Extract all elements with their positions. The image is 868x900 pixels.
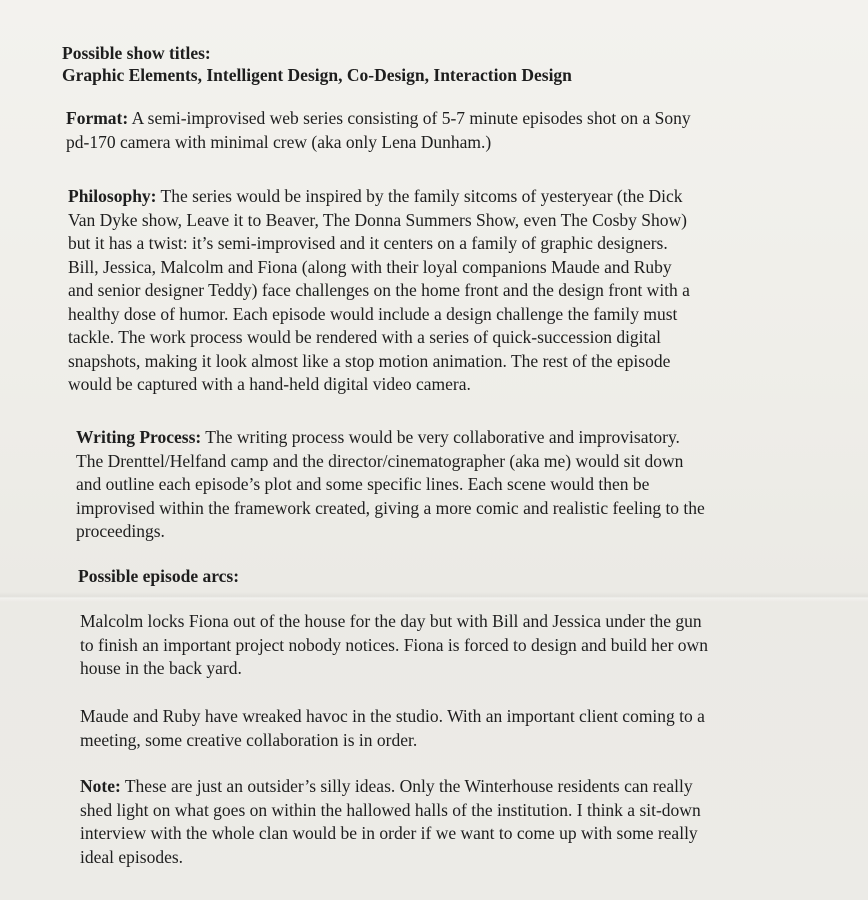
writing-line-3: and outline each episode’s plot and some specific lines. Each scene would then be bbox=[76, 474, 650, 494]
episode-arcs-heading: Possible episode arcs: bbox=[78, 566, 240, 586]
format-label: Format: bbox=[66, 108, 129, 128]
show-titles-section bbox=[62, 42, 822, 86]
philosophy-line-1: Philosophy: The series would be inspired by the family sitcoms of yesteryear (the Dick bbox=[68, 186, 683, 206]
philosophy-line-7: tackle. The work process would be rendered with a series of quick-succession digital bbox=[68, 327, 662, 347]
writing-line-2: The Drenttel/Helfand camp and the director/cinematographer (aka me) would sit down bbox=[76, 450, 684, 471]
philosophy-line-2: Van Dyke show, Leave it to Beaver, The Donna Summers Show, even The Cosby Show) bbox=[68, 209, 687, 230]
note-line-3: interview with the whole clan would be in order if we want to come up with some really bbox=[80, 823, 698, 843]
philosophy-section bbox=[68, 185, 828, 397]
arc2-line-1: Maude and Ruby have wreaked havoc in the studio. With an important client coming to a bbox=[80, 706, 705, 726]
writing-line-4: improvised within the framework created, giving a more comic and realistic feeling to the bbox=[76, 497, 705, 518]
philosophy-line-6: healthy dose of humor. Each episode would include a design challenge the family must bbox=[68, 303, 678, 324]
episode-arc-1 bbox=[80, 610, 840, 681]
philosophy-line-8: snapshots, making it look almost like a stop motion animation. The rest of the episode bbox=[68, 350, 671, 371]
arc1-line-3: house in the back yard. bbox=[80, 658, 242, 678]
philosophy-line-5: and senior designer Teddy) face challenges on the home front and the design front with a bbox=[68, 280, 690, 300]
writing-process-section bbox=[76, 426, 836, 544]
writing-label: Writing Process: bbox=[76, 427, 202, 447]
paper-fold bbox=[0, 592, 868, 602]
philosophy-label: Philosophy: bbox=[68, 186, 157, 206]
philosophy-line-9: would be captured with a hand-held digital video camera. bbox=[68, 374, 471, 394]
episode-arc-2 bbox=[80, 705, 840, 752]
note-line-2: shed light on what goes on within the hallowed halls of the institution. I think a sit-down bbox=[80, 799, 701, 820]
writing-line-5: proceedings. bbox=[76, 521, 165, 541]
note-line-1: Note: These are just an outsider’s silly ideas. Only the Winterhouse residents can really bbox=[80, 776, 693, 796]
format-line-2: pd-170 camera with minimal crew (aka only Lena Dunham.) bbox=[66, 131, 492, 152]
arc2-line-2: meeting, some creative collaboration is in order. bbox=[80, 729, 418, 750]
note-line-4: ideal episodes. bbox=[80, 846, 184, 867]
philosophy-line-3: but it has a twist: it’s semi-improvised and it centers on a family of graphic designers. bbox=[68, 233, 668, 253]
note-section bbox=[80, 775, 840, 869]
show-titles-list: Graphic Elements, Intelligent Design, Co-Design, Interaction Design bbox=[62, 65, 572, 85]
philosophy-line-4: Bill, Jessica, Malcolm and Fiona (along with their loyal companions Maude and Ruby bbox=[68, 256, 672, 277]
format-line-1: Format: A semi-improvised web series consisting of 5-7 minute episodes shot on a Sony bbox=[66, 108, 691, 128]
show-titles-heading: Possible show titles: bbox=[62, 43, 211, 63]
arc1-line-1: Malcolm locks Fiona out of the house for the day but with Bill and Jessica under the gun bbox=[80, 611, 702, 631]
writing-line-1: Writing Process: The writing process would be very collaborative and improvisatory. bbox=[76, 427, 680, 447]
arc1-line-2: to finish an important project nobody notices. Fiona is forced to design and build her own bbox=[80, 634, 708, 655]
format-section bbox=[66, 107, 826, 154]
note-label: Note: bbox=[80, 776, 121, 796]
